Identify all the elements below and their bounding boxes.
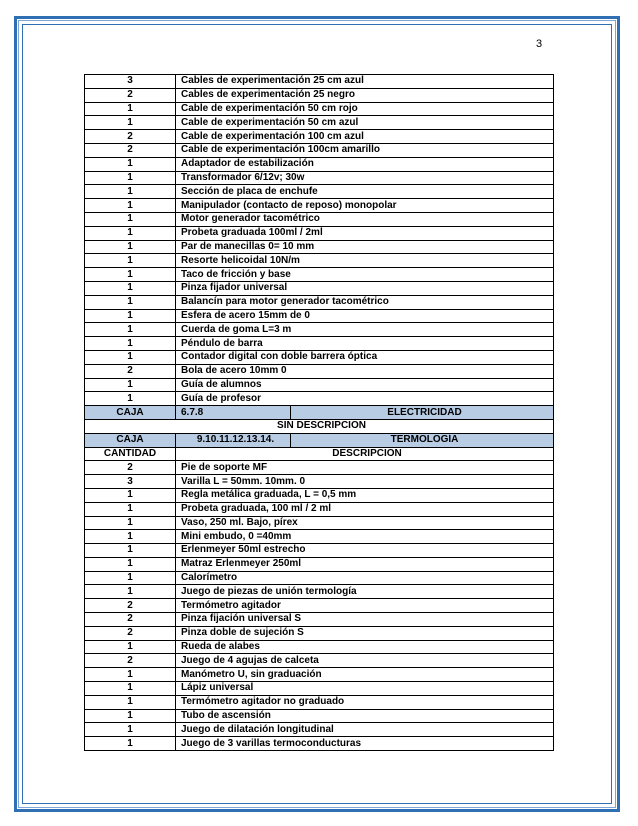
item-description: Pinza fijación universal S [176,613,554,627]
item-description: Pinza fijador universal [176,281,554,295]
table-row [85,571,554,585]
table-row [85,364,554,378]
no-description-text: SIN DESCRIPCION [85,419,554,433]
item-quantity: 1 [85,502,176,516]
item-quantity: 1 [85,668,176,682]
table-row [85,585,554,599]
table-row [85,392,554,406]
table-row [85,544,554,558]
item-quantity: 1 [85,171,176,185]
item-description: Juego de piezas de unión termología [176,585,554,599]
item-quantity: 1 [85,544,176,558]
item-description: Lápiz universal [176,682,554,696]
item-description: Cables de experimentación 25 negro [176,88,554,102]
item-quantity: 1 [85,323,176,337]
item-quantity: 3 [85,75,176,89]
table-row [85,143,554,157]
item-description: Mini embudo, 0 =40mm [176,530,554,544]
item-description: Guía de alumnos [176,378,554,392]
inventory-bottom-section [85,461,554,751]
item-description: Sección de placa de enchufe [176,185,554,199]
item-description: Par de manecillas 0= 10 mm [176,240,554,254]
table-row [85,323,554,337]
table-row [85,723,554,737]
item-description: Taco de fricción y base [176,268,554,282]
item-description: Cable de experimentación 50 cm rojo [176,102,554,116]
item-quantity: 2 [85,130,176,144]
item-description: Bola de acero 10mm 0 [176,364,554,378]
item-description: Transformador 6/12v; 30w [176,171,554,185]
box-number: 6.7.8 [176,406,291,420]
item-quantity: 1 [85,530,176,544]
item-description: Péndulo de barra [176,337,554,351]
table-row [85,599,554,613]
table-row [85,268,554,282]
item-quantity: 1 [85,392,176,406]
item-quantity: 2 [85,364,176,378]
table-row [85,654,554,668]
table-row [85,171,554,185]
table-row [85,102,554,116]
table-row [85,240,554,254]
item-quantity: 1 [85,571,176,585]
item-quantity: 1 [85,254,176,268]
item-quantity: 1 [85,102,176,116]
item-description: Probeta graduada, 100 ml / 2 ml [176,502,554,516]
table-row [85,709,554,723]
table-row [85,530,554,544]
inventory-middle-section [85,406,554,461]
box-name: TERMOLOGÍA [291,433,554,447]
table-row [85,461,554,475]
item-description: Guía de profesor [176,392,554,406]
table-row [85,613,554,627]
table-row [85,350,554,364]
item-description: Manómetro U, sin graduación [176,668,554,682]
table-row [85,295,554,309]
item-description: Termómetro agitador no graduado [176,695,554,709]
header-description: DESCRIPCION [176,447,554,461]
item-quantity: 1 [85,199,176,213]
item-description: Rueda de alabes [176,640,554,654]
table-row [85,695,554,709]
table-row [85,378,554,392]
box-name: ELECTRICIDAD [291,406,554,420]
box-label: CAJA [85,406,176,420]
item-quantity: 1 [85,226,176,240]
box-row-electricidad [85,406,554,420]
item-quantity: 1 [85,157,176,171]
item-quantity: 1 [85,723,176,737]
no-description-row [85,419,554,433]
item-description: Tubo de ascensión [176,709,554,723]
item-description: Juego de 4 agujas de calceta [176,654,554,668]
item-description: Cables de experimentación 25 cm azul [176,75,554,89]
item-quantity: 1 [85,309,176,323]
item-quantity: 2 [85,143,176,157]
item-quantity: 1 [85,709,176,723]
header-quantity: CANTIDAD [85,447,176,461]
item-quantity: 1 [85,737,176,751]
item-quantity: 1 [85,640,176,654]
item-description: Probeta graduada 100ml / 2ml [176,226,554,240]
box-row-termologia [85,433,554,447]
item-description: Juego de 3 varillas termoconducturas [176,737,554,751]
table-row [85,475,554,489]
item-quantity: 1 [85,516,176,530]
item-quantity: 1 [85,116,176,130]
item-quantity: 2 [85,461,176,475]
item-description: Calorímetro [176,571,554,585]
item-description: Erlenmeyer 50ml estrecho [176,544,554,558]
item-quantity: 1 [85,488,176,502]
item-quantity: 1 [85,350,176,364]
table-row [85,640,554,654]
table-row [85,516,554,530]
table-row [85,157,554,171]
column-header-row [85,447,554,461]
table-row [85,116,554,130]
item-description: Manipulador (contacto de reposo) monopolar [176,199,554,213]
box-label: CAJA [85,433,176,447]
item-description: Resorte helicoidal 10N/m [176,254,554,268]
table-row [85,488,554,502]
page-number: 3 [536,38,543,50]
item-description: Balancín para motor generador tacométrico [176,295,554,309]
item-quantity: 2 [85,599,176,613]
table-row [85,502,554,516]
table-row [85,212,554,226]
item-description: Esfera de acero 15mm de 0 [176,309,554,323]
inventory-top-section [85,75,554,406]
item-description: Varilla L = 50mm. 10mm. 0 [176,475,554,489]
table-row [85,309,554,323]
item-quantity: 1 [85,695,176,709]
table-row [85,88,554,102]
item-quantity: 1 [85,185,176,199]
inventory-table [84,74,554,751]
box-number: 9.10.11.12.13.14. [176,433,291,447]
item-description: Vaso, 250 ml. Bajo, pírex [176,516,554,530]
item-description: Cuerda de goma L=3 m [176,323,554,337]
table-row [85,185,554,199]
item-quantity: 1 [85,337,176,351]
item-description: Juego de dilatación longitudinal [176,723,554,737]
table-row [85,75,554,89]
item-description: Matraz Erlenmeyer 250ml [176,557,554,571]
item-quantity: 2 [85,88,176,102]
table-row [85,226,554,240]
item-quantity: 1 [85,268,176,282]
table-row [85,281,554,295]
item-quantity: 1 [85,240,176,254]
item-quantity: 1 [85,585,176,599]
item-quantity: 2 [85,654,176,668]
item-description: Contador digital con doble barrera óptica [176,350,554,364]
item-description: Cable de experimentación 100cm amarillo [176,143,554,157]
item-quantity: 2 [85,626,176,640]
item-description: Cable de experimentación 50 cm azul [176,116,554,130]
item-description: Cable de experimentación 100 cm azul [176,130,554,144]
item-quantity: 1 [85,557,176,571]
item-quantity: 1 [85,212,176,226]
item-quantity: 3 [85,475,176,489]
table-row [85,199,554,213]
table-row [85,557,554,571]
item-description: Adaptador de estabilización [176,157,554,171]
table-row [85,626,554,640]
item-description: Termómetro agitador [176,599,554,613]
table-row [85,130,554,144]
table-row [85,682,554,696]
item-quantity: 1 [85,682,176,696]
table-row [85,737,554,751]
item-quantity: 1 [85,378,176,392]
item-description: Pinza doble de sujeción S [176,626,554,640]
item-quantity: 1 [85,281,176,295]
item-description: Pie de soporte MF [176,461,554,475]
item-description: Regla metálica graduada, L = 0,5 mm [176,488,554,502]
table-row [85,254,554,268]
table-row [85,337,554,351]
item-quantity: 2 [85,613,176,627]
item-description: Motor generador tacométrico [176,212,554,226]
table-row [85,668,554,682]
item-quantity: 1 [85,295,176,309]
